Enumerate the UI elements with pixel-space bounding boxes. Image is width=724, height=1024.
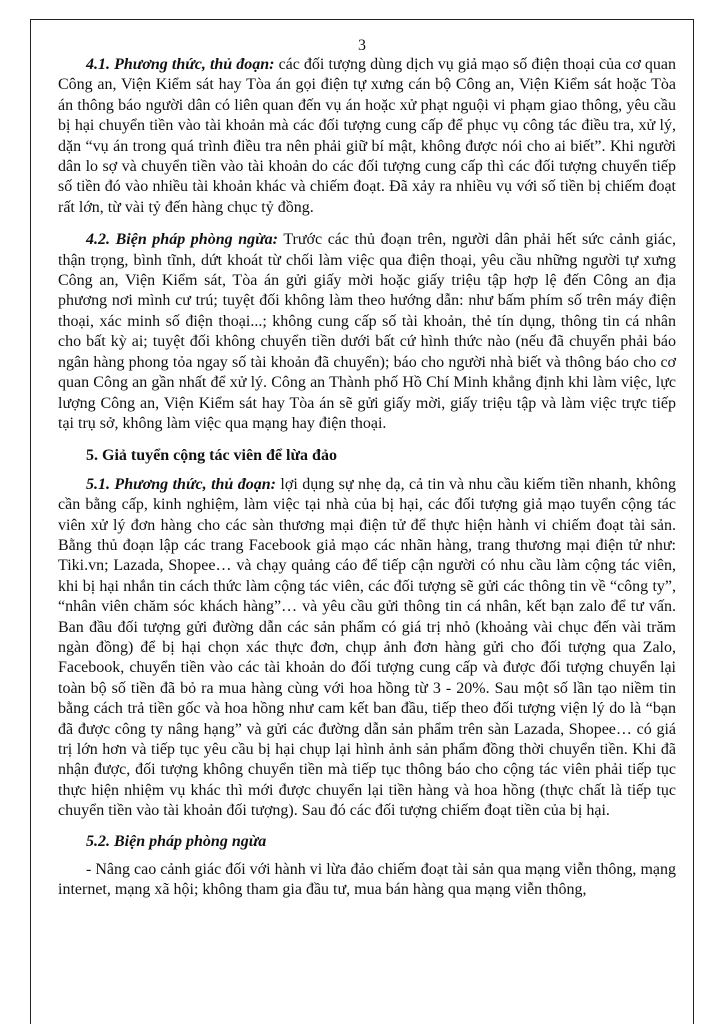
document-body [58, 55, 676, 901]
bullet-item: - Nâng cao cảnh giác đối với hành vi lừa đảo chiếm đoạt tài sản qua mạng viễn thông, mạng internet, mạng xã hội; không tham gia đầu tư, mua bán hàng qua mạng viễn thông, [58, 861, 676, 899]
paragraph-4-1-text: các đối tượng dùng dịch vụ giả mạo số điện thoại của cơ quan Công an, Viện Kiểm sát hay Tòa án gọi điện tự xưng cán bộ Công an, Viện Kiểm sát hoặc Tòa án thông báo người dân có liên quan đến vụ án hoặc xử phạt nguội vi phạm giao thông, yêu cầu bị hại chuyển tiền vào tài khoản mà các đối tượng cung cấp để phục vụ công tác điều tra, xử lý, dặn “vụ án trong quá trình điều tra nên phải giữ bí mật, không được nói cho ai biết”. Khi người dân lo sợ và chuyển tiền vào tài khoản do các đối tượng cung cấp thì các đối tượng chuyển tiếp số tiền đó vào nhiều tài khoản khác và chiếm đoạt. Đã xảy ra nhiều vụ với số tiền bị chiếm đoạt rất lớn, từ vài tỷ đến hàng chục tỷ đồng. [58, 56, 676, 216]
paragraph-4-1 [58, 55, 676, 218]
page-number: 3 [358, 37, 366, 54]
paragraph-5-1-lead: 5.1. Phương thức, thủ đoạn: [86, 475, 276, 493]
section-5-heading: 5. Giả tuyển cộng tác viên để lừa đảo [86, 447, 337, 465]
paragraph-4-2-lead: 4.2. Biện pháp phòng ngừa: [86, 231, 279, 249]
section-5-2-heading: 5.2. Biện pháp phòng ngừa [86, 832, 267, 850]
paragraph-5-1-text: lợi dụng sự nhẹ dạ, cả tin và nhu cầu kiếm tiền nhanh, không cần bằng cấp, kinh nghiệm, làm việc tại nhà của bị hại, các đối tượng giả mạo tuyển cộng tác viên xử lý đơn hàng cho các sàn thương mại điện tử để thực hiện hành vi chiếm đoạt tài sản. Bằng thủ đoạn lập các trang Facebook giả mạo các nhãn hàng, trang thương mại điện tử như: Tiki.vn; Lazada, Shopee… và chạy quảng cáo để tiếp cận người có nhu cầu làm cộng tác viên, khi bị hại nhắn tin cách thức làm cộng tác viên, các đối tượng sẽ gửi các thông tin về “công ty”, “nhân viên chăm sóc khách hàng”… và yêu cầu gửi thông tin cá nhân, kết bạn zalo để tư vấn. Ban đầu đối tượng gửi đường dẫn các sản phẩm có giá trị nhỏ (khoảng vài chục đến vài trăm ngàn đồng) để bị hại chọn xác thực đơn, chụp ảnh đơn hàng gửi cho đối tượng qua Zalo, Facebook, chuyển tiền vào các tài khoản do đối tượng cung cấp và được đối tượng chuyển lại toàn bộ số tiền đã bỏ ra mua hàng cùng với hoa hồng từ 3 - 20%. Sau một số lần tạo niềm tin bằng cách trả tiền gốc và hoa hồng như cam kết ban đầu, tiếp theo đối tượng viện lý do là “bạn đã được công ty nâng hạng” và gửi các đường dẫn sản phẩm trên sàn Lazada, Shopee… có giá trị lớn hơn và tiếp tục yêu cầu bị hại chụp lại hình ảnh sản phẩm đồng thời chuyển tiền. Khi đã nhận được, đối tượng không chuyển tiền mà tiếp tục thông báo cho cộng tác viên phải tiếp tục thực hiện nhiệm vụ khác thì mới được chuyển lại tiền hàng và hoa hồng (thực chất là tiếp tục chuyển tiền vào tài khoản đối tượng). Sau đó các đối tượng chiếm đoạt tiền của bị hại. [58, 475, 676, 820]
paragraph-4-2 [58, 230, 676, 434]
paragraph-5-1 [58, 475, 676, 822]
paragraph-4-1-lead: 4.1. Phương thức, thủ đoạn: [86, 56, 275, 73]
paragraph-4-2-text: Trước các thủ đoạn trên, người dân phải hết sức cảnh giác, thận trọng, bình tĩnh, dứt khoát từ chối làm việc qua điện thoại, yêu cầu những người tự xưng Công an, Viện Kiểm sát, Tòa án gửi giấy mời hoặc giấy triệu tập hợp lệ đến Công an địa phương nơi mình cư trú; tuyệt đối không làm theo hướng dẫn: như bấm phím số trên máy điện thoại, xác minh số điện thoại...; không cung cấp số tài khoản, thẻ tín dụng, thông tin cá nhân cho bất kỳ ai; tuyệt đối không chuyển tiền dưới bất cứ hình thức nào (nếu đã chuyển phải báo ngân hàng phong tỏa ngay số tài khoản đã chuyển); báo cho người nhà biết và thông báo cho cơ quan Công an gần nhất để xử lý. Công an Thành phố Hồ Chí Minh khẳng định khi làm việc, lực lượng Công an, Viện Kiểm sát hay Tòa án sẽ gửi giấy mời, giấy triệu tập và làm việc trực tiếp tại trụ sở, không làm việc qua mạng hay điện thoại. [58, 231, 676, 432]
